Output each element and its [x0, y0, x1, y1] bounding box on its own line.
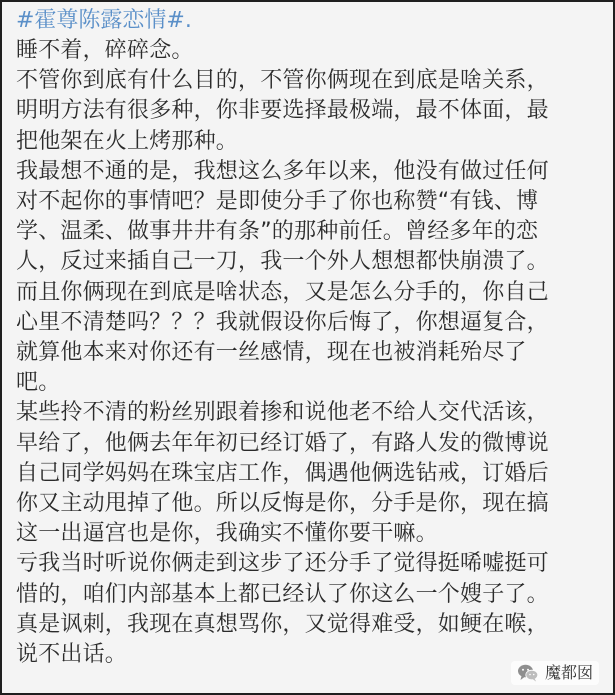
post-text-line: 对不起你的事情吧？是即使分手了你也称赞“有钱、博 [16, 189, 539, 215]
post-text-line: 这一出逼宫也是你，我确实不懂你要干嘛。 [16, 521, 438, 547]
post-text-line: 明明方法有很多种，你非要选择最极端，最不体面，最 [16, 98, 549, 124]
source-watermark [511, 661, 599, 685]
post-content [16, 8, 606, 670]
topic-hashtag-text[interactable]: #霍尊陈露恋情# [16, 8, 185, 33]
watermark-text: 魔都囡 [544, 663, 593, 682]
post-text-line: 亏我当时听说你俩走到这步了还分手了觉得挺唏嘘挺可 [16, 551, 549, 577]
post-text-line: 人，反过来插自己一刀，我一个外人想想都快崩溃了。 [16, 249, 549, 275]
post-text-line: 某些拎不清的粉丝别跟着掺和说他老不给人交代活该， [16, 400, 549, 426]
post-text-line: 学、温柔、做事井井有条”的那种前任。曾经多年的恋 [16, 219, 539, 245]
post-text-line: 就算他本来对你还有一丝感情，现在也被消耗殆尽了 [16, 340, 527, 366]
post-text-line: 吧。 [16, 370, 61, 396]
wechat-icon [517, 663, 539, 683]
post-text-line: 说不出话。 [16, 642, 128, 668]
topic-hashtag-suffix: . [184, 8, 192, 33]
post-text-line: 我最想不通的是，我想这么多年以来，他没有做过任何 [16, 158, 549, 184]
post-text-line: 真是讽刺，我现在真想骂你，又觉得难受，如鲠在喉， [16, 611, 549, 637]
post-text-line: 而且你俩现在到底是啥状态，又是怎么分手的，你自己 [16, 279, 549, 305]
topic-hashtag[interactable] [16, 8, 606, 34]
post-text-line: 惜的，咱们内部基本上都已经认了你这么一个嫂子了。 [16, 581, 549, 607]
post-text-line: 心里不清楚吗？？？我就假设你后悔了，你想逼复合， [16, 309, 549, 335]
post-text-line: 把他架在火上烤那种。 [16, 128, 239, 154]
post-text-line: 你又主动甩掉了他。所以反悔是你，分手是你，现在搞 [16, 491, 549, 517]
post-text-line: 早给了，他俩去年年初已经订婚了，有路人发的微博说 [16, 430, 549, 456]
post-text-line: 睡不着，碎碎念。 [16, 38, 194, 63]
post-text-line: 不管你到底有什么目的，不管你俩现在到底是啥关系， [16, 68, 549, 94]
post-text-line: 自己同学妈妈在珠宝店工作，偶遇他俩选钻戒，订婚后 [16, 460, 549, 486]
